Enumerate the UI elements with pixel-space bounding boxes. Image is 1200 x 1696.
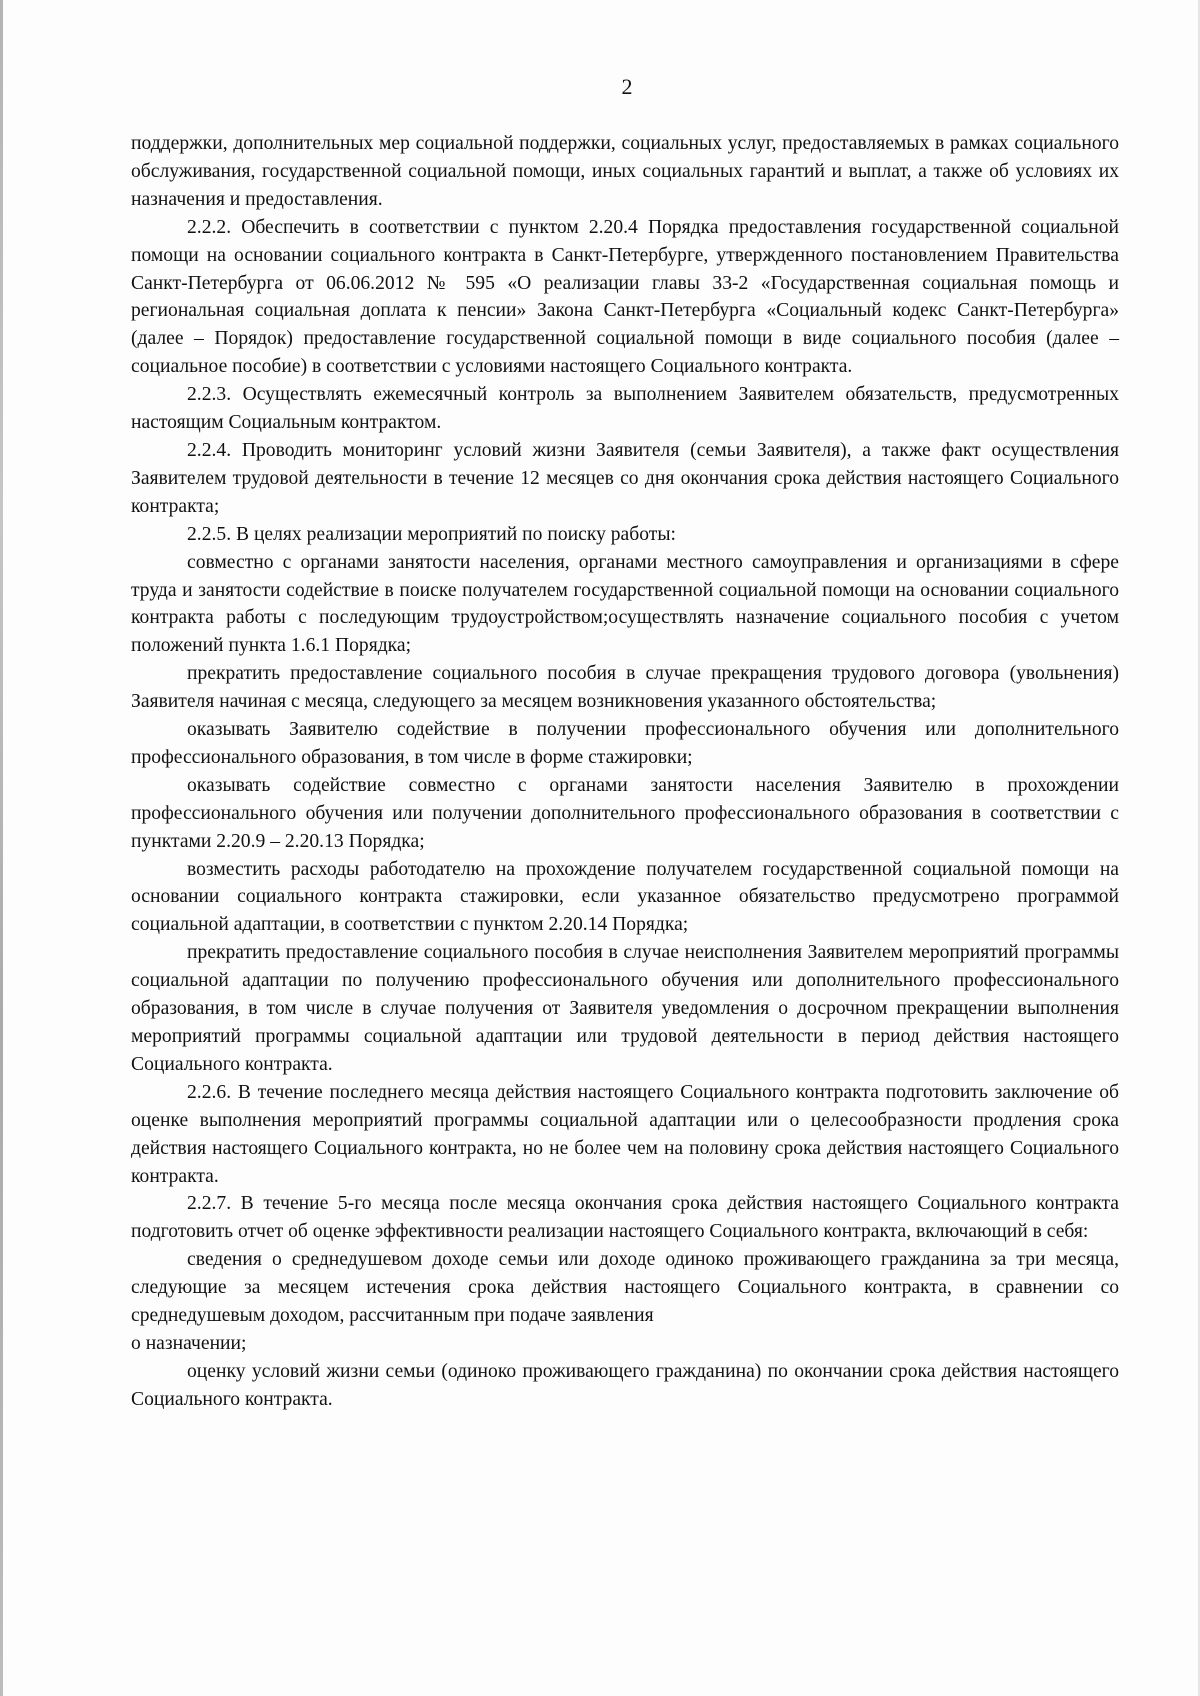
paragraph-employer-reimbursement: возместить расходы работодателю на прохождение получателем государственной социальной помощи на основании социального контракта стажировки, если указанное обязательство предусмотрено программой социальной адаптации, в соответствии с пунктом 2.20.14 Порядка; <box>131 858 1119 936</box>
paragraph-terminate-on-nonfulfillment: прекратить предоставление социального пособия в случае неисполнения Заявителем мероприятий программы социальной адаптации по получению профессионального обучения или дополнительного профессионального образования, в том числе в случае получения от Заявителя уведомления о досрочном прекращении выполнения мероприятий программы социальной адаптации или трудовой деятельности в период действия настоящего Социального контракта. <box>131 942 1119 1075</box>
paragraph-2-2-4: 2.2.4. Проводить мониторинг условий жизни Заявителя (семьи Заявителя), а также факт осуществления Заявителем трудовой деятельности в течение 12 месяцев со дня окончания срока действия настоящего Социального контракта; <box>131 439 1119 517</box>
paragraph-income-info: сведения о среднедушевом доходе семьи или доходе одиноко проживающего гражданина за три месяца, следующие за месяцем истечения срока действия настоящего Социального контракта, в сравнении со среднедушевым доходом, рассчитанным при подаче заявления <box>131 1249 1119 1327</box>
paragraph-continuation: поддержки, дополнительных мер социальной поддержки, социальных услуг, предоставляемых в рамках социального обслуживания, государственной социальной помощи, иных социальных гарантий и выплат, а также об условиях их назначения и предоставления. <box>131 133 1119 210</box>
document-body <box>131 130 1119 1414</box>
paragraph-joint-training-assistance: оказывать содействие совместно с органами занятости населения Заявителю в прохождении профессионального обучения или получении дополнительного профессионального образования в соответствии с пунктами 2.20.9 – 2.20.13 Порядка; <box>131 774 1119 852</box>
paragraph-employment-assistance: совместно с органами занятости населения, органами местного самоуправления и организациями в сфере труда и занятости содействие в поиске получателем государственной социальной помощи на основании социального контракта работы с последующим трудоустройством;осуществлять назначение социального пособия с учетом положений пункта 1.6.1 Порядка; <box>131 551 1119 657</box>
paragraph-2-2-2: 2.2.2. Обеспечить в соответствии с пунктом 2.20.4 Порядка предоставления государственной социальной помощи на основании социального контракта в Санкт-Петербурге, утвержденного постановлением Правительства Санкт-Петербурга от 06.06.2012 № 595 «О реализации главы 33-2 «Государственная социальная помощь и региональная социальная доплата к пенсии» Закона Санкт-Петербурга «Социальный кодекс Санкт-Петербурга» (далее – Порядок) предоставление государственной социальной помощи в виде социального пособия (далее – социальное пособие) в соответствии с условиями настоящего Социального контракта. <box>131 216 1119 378</box>
page-number: 2 <box>621 74 633 99</box>
paragraph-income-info-end: о назначении; <box>131 1332 247 1354</box>
paragraph-terminate-on-dismissal: прекратить предоставление социального пособия в случае прекращения трудового договора (увольнения) Заявителя начиная с месяца, следующего за месяцем возникновения указанного обстоятельства; <box>131 663 1119 713</box>
paragraph-living-conditions: оценку условий жизни семьи (одиноко проживающего гражданина) по окончании срока действия настоящего Социального контракта. <box>131 1360 1119 1410</box>
paragraph-2-2-7: 2.2.7. В течение 5-го месяца после месяца окончания срока действия настоящего Социального контракта подготовить отчет об оценке эффективности реализации настоящего Социального контракта, включающий в себя: <box>131 1193 1119 1243</box>
paragraph-2-2-6: 2.2.6. В течение последнего месяца действия настоящего Социального контракта подготовить заключение об оценке выполнения мероприятий программы социальной адаптации или о целесообразности продления срока действия настоящего Социального контракта, но не более чем на половину срока действия настоящего Социального контракта. <box>131 1081 1119 1187</box>
paragraph-2-2-3: 2.2.3. Осуществлять ежемесячный контроль за выполнением Заявителем обязательств, предусмотренных настоящим Социальным контрактом. <box>131 384 1119 434</box>
paragraph-2-2-5: 2.2.5. В целях реализации мероприятий по поиску работы: <box>187 523 676 545</box>
paragraph-training-assistance: оказывать Заявителю содействие в получении профессионального обучения или дополнительного профессионального образования, в том числе в форме стажировки; <box>131 719 1119 768</box>
scan-left-edge <box>0 0 3 1696</box>
